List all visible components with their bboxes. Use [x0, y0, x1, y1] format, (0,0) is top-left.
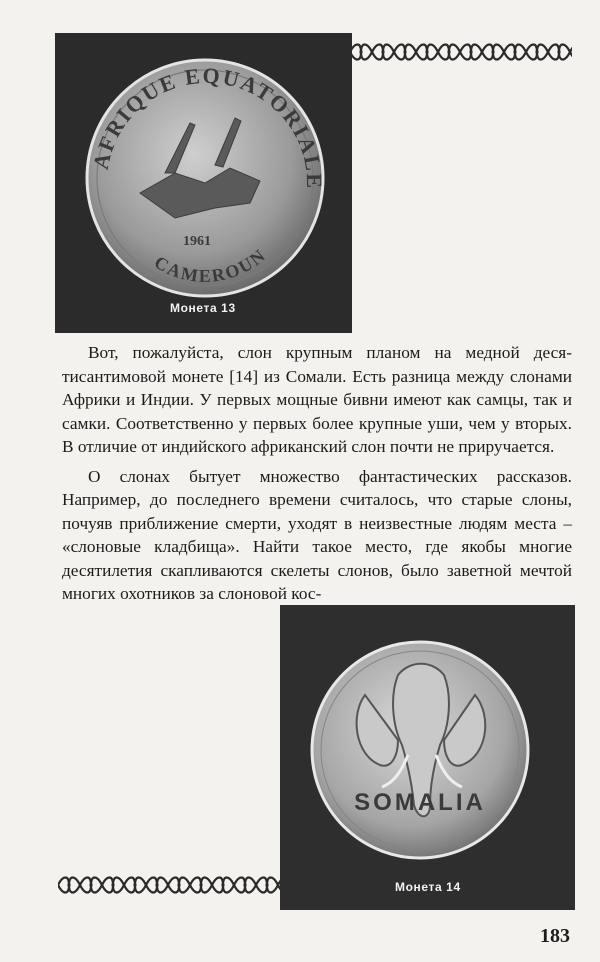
- coin-13-photo: [55, 33, 352, 333]
- coin-14-image: [280, 605, 575, 910]
- braided-ornament-top: [350, 42, 572, 62]
- paragraph: Вот, пожалуйста, слон крупным планом на медной десятисантимовой монете [14] из Сомали. Есть разница между слонами Африки и Индии. У первых мощные бивни имеют как самцы, так и самки. Соответственно у первых более крупные уши, чем у вторых. В отличие от индийского африканский слон почти не приручается.: [62, 343, 572, 456]
- svg-text:AFRIQUE EQUATORIALE: AFRIQUE EQUATORIALE: [87, 62, 328, 191]
- coin-14-caption: Монета 14: [395, 880, 461, 894]
- coin-14-photo: [280, 605, 575, 910]
- paragraph: О слонах бытует множество фантастических рассказов. Например, до последнего времени считалось, что старые слоны, почуяв приближение смерти, уходят в неизвестные людям места – «слоновые кладбища». Найти такое место, где якобы многие десятилетия скапливаются скелеты слонов, было заветной мечтой многих охотников за слоновой кос-: [62, 466, 572, 603]
- svg-text:CAMEROUN: CAMEROUN: [151, 244, 271, 286]
- body-text: [62, 341, 572, 606]
- page-number: 183: [540, 925, 570, 947]
- coin-13-image: [55, 33, 352, 333]
- coin-14-legend: SOMALIA: [354, 789, 486, 816]
- svg-text:1961: 1961: [183, 234, 211, 249]
- braided-ornament-bottom: [58, 875, 280, 895]
- coin-13-caption: Монета 13: [170, 301, 236, 315]
